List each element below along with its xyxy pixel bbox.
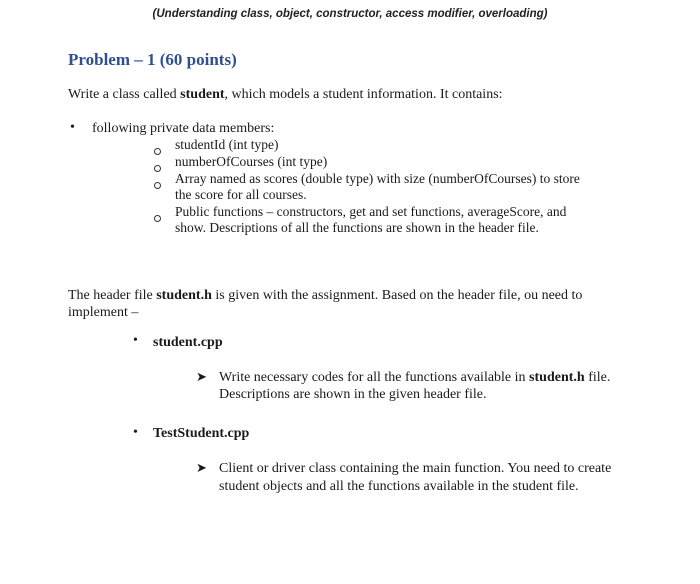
circle-bullet-icon xyxy=(154,159,161,177)
bullet-icon: • xyxy=(70,120,75,135)
task-description: Client or driver class containing the main function. You need to create xyxy=(219,461,612,476)
task-desc-file: student.h xyxy=(529,370,585,385)
task-desc-suffix: file. xyxy=(584,370,611,385)
intro-class-name: student xyxy=(180,87,225,102)
problem-title: Problem – 1 (60 points) xyxy=(68,50,237,69)
task-name: student.cpp xyxy=(153,335,223,350)
bullet-icon: • xyxy=(133,333,138,348)
header-file-prefix: The header file xyxy=(68,288,157,303)
intro-prefix: Write a class called xyxy=(68,87,181,102)
task-name: TestStudent.cpp xyxy=(153,426,250,441)
circle-bullet-icon xyxy=(154,142,161,160)
member-item-continued: the score for all courses. xyxy=(175,187,307,202)
subtitle: (Understanding class, object, constructor, access modifier, overloading) xyxy=(152,8,548,20)
intro-paragraph xyxy=(68,86,503,103)
header-file-line2: implement – xyxy=(68,305,139,320)
circle-bullet-icon xyxy=(154,209,161,227)
member-item: studentId (int type) xyxy=(175,137,279,152)
header-file-paragraph xyxy=(68,287,582,304)
intro-suffix: , which models a student information. It contains: xyxy=(224,87,503,102)
arrow-bullet-icon: ➤ xyxy=(196,369,207,384)
member-item: numberOfCourses (int type) xyxy=(175,154,328,169)
task-description xyxy=(219,369,610,386)
member-item: Array named as scores (double type) with size (numberOfCourses) to store xyxy=(175,171,580,186)
task-description-line2: student objects and all the functions available in the student file. xyxy=(219,479,579,494)
header-file-suffix: is given with the assignment. Based on the header file, ou need to xyxy=(211,288,583,303)
circle-bullet-icon xyxy=(154,176,161,194)
member-item-continued: show. Descriptions of all the functions are shown in the header file. xyxy=(175,220,539,235)
task-desc-prefix: Write necessary codes for all the functions available in xyxy=(219,370,530,385)
member-item: Public functions – constructors, get and set functions, averageScore, and xyxy=(175,204,567,219)
header-file-name: student.h xyxy=(156,288,212,303)
arrow-bullet-icon: ➤ xyxy=(196,460,207,475)
bullet-icon: • xyxy=(133,425,138,440)
members-bullet: following private data members: xyxy=(92,121,275,136)
task-description-line2: Descriptions are shown in the given header file. xyxy=(219,387,487,402)
